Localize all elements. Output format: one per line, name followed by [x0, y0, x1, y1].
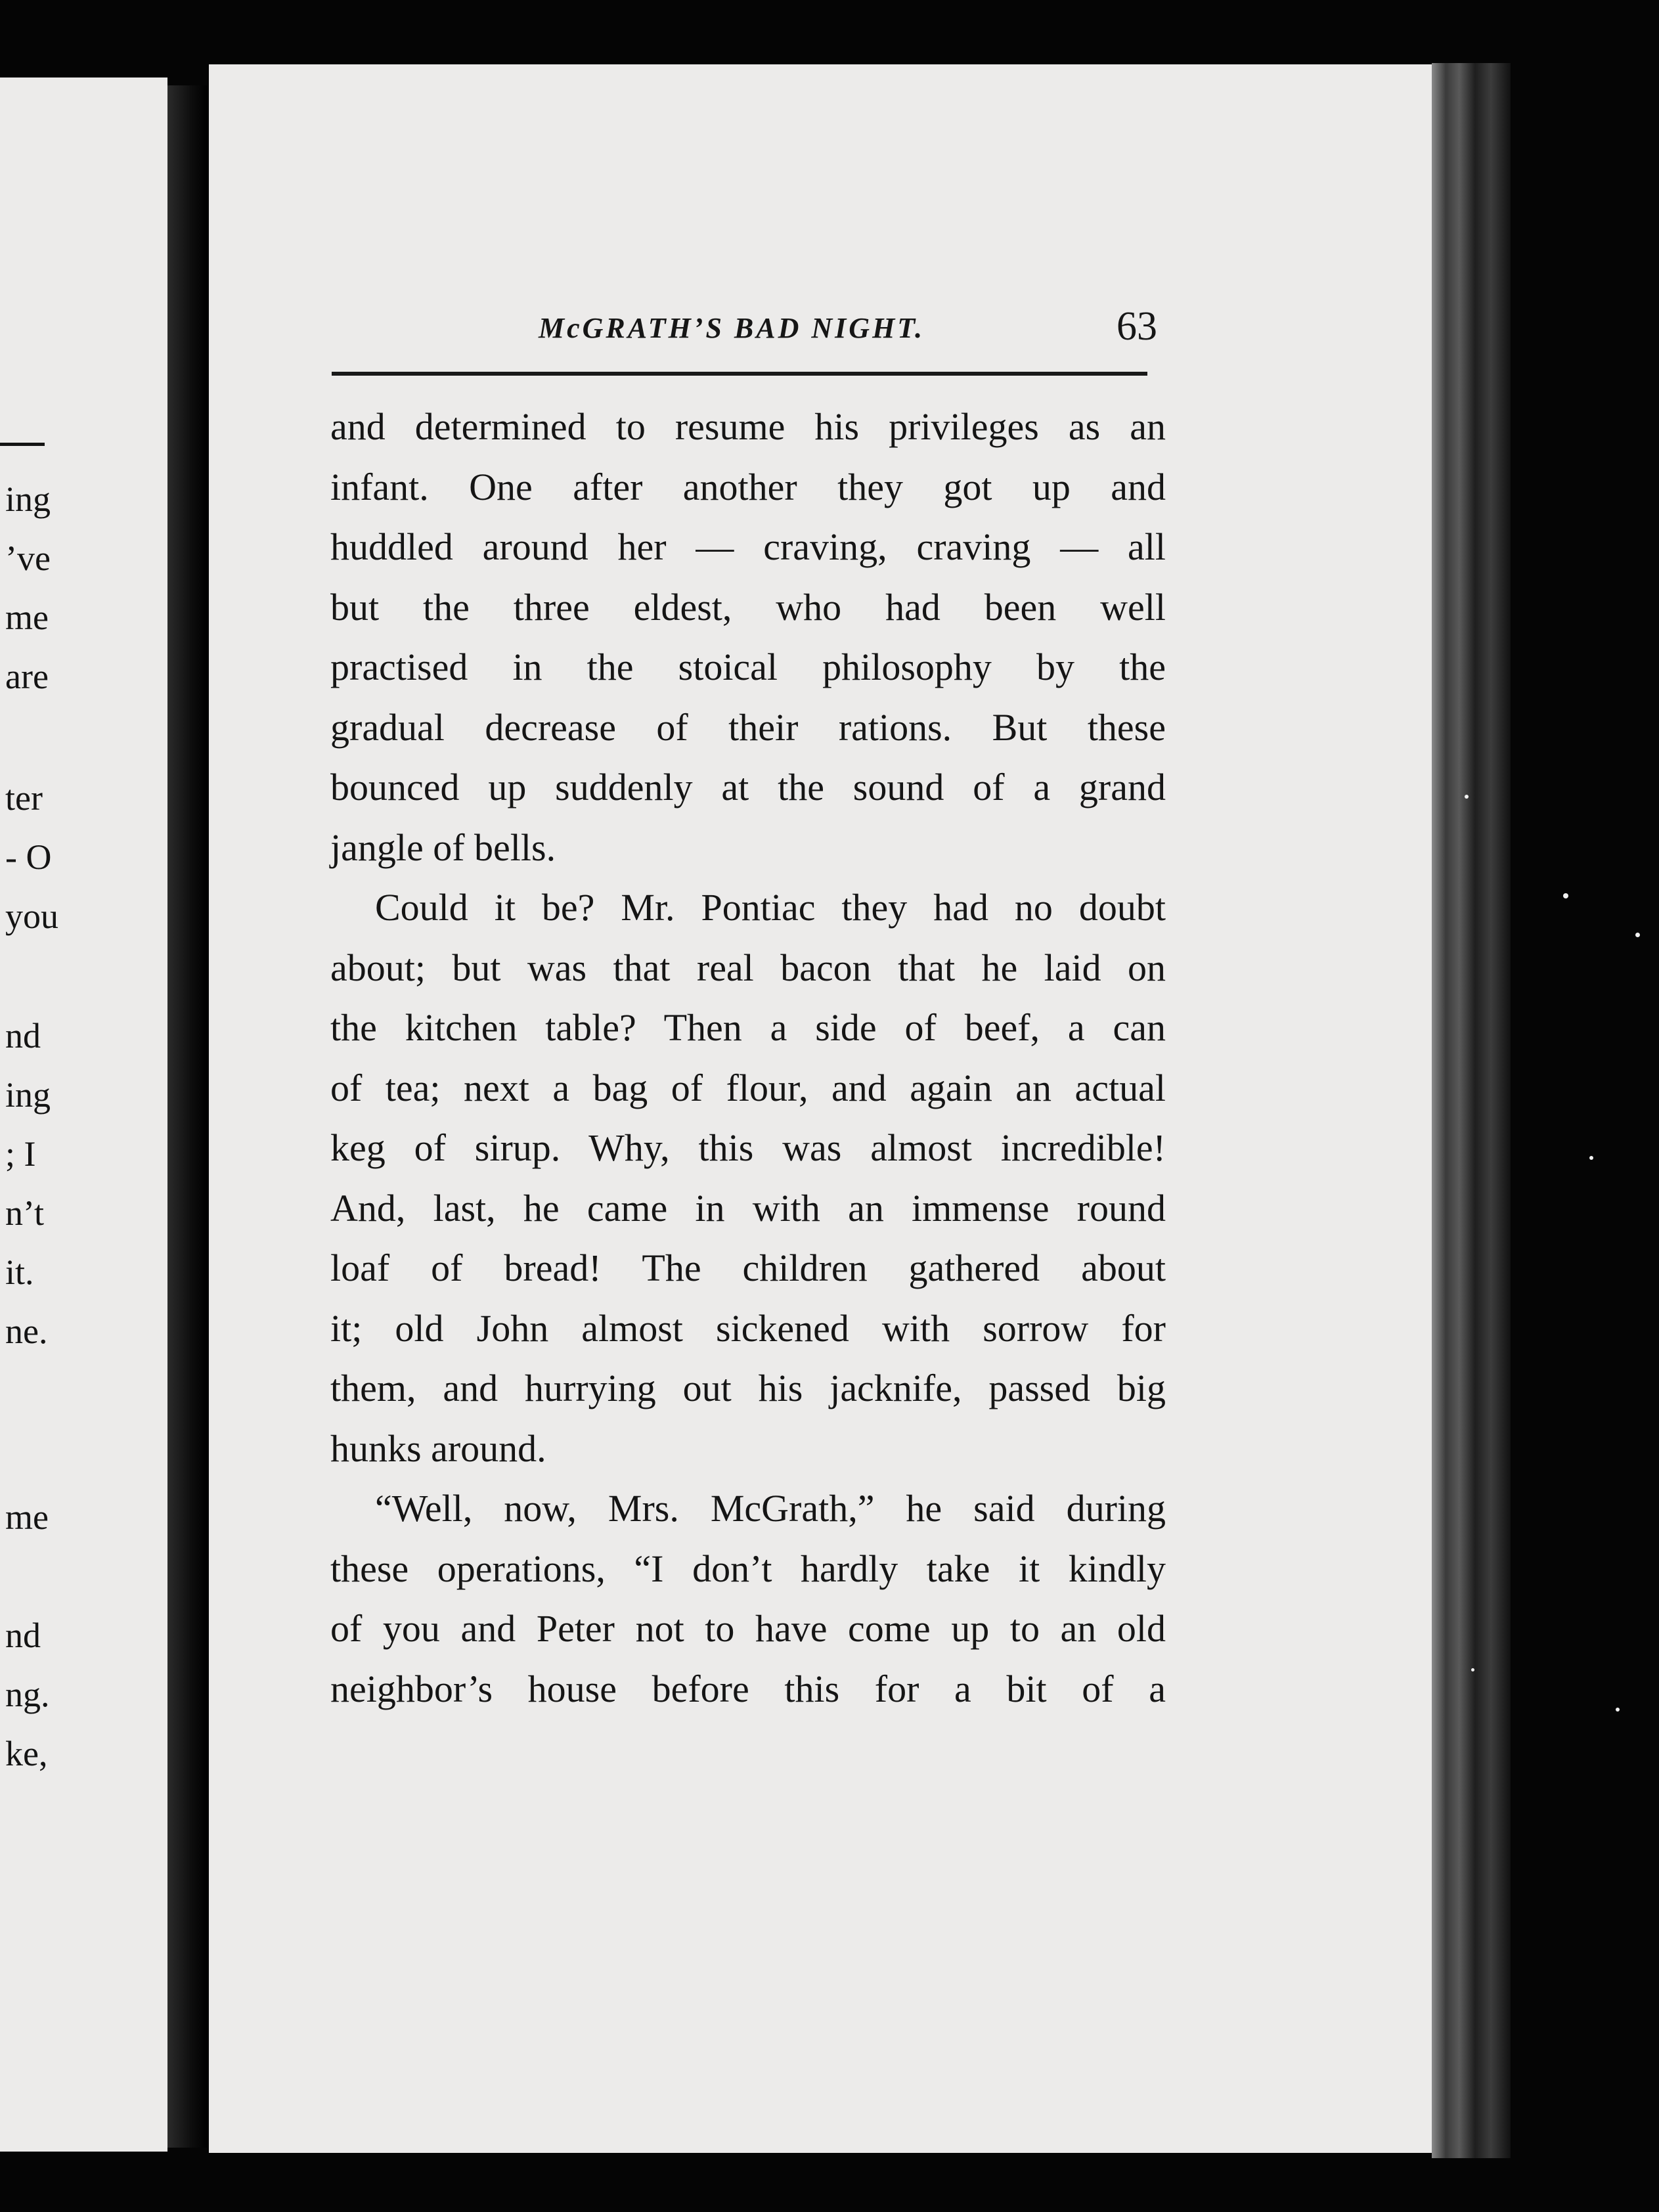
text-line: And, last, he came in with an immense round [330, 1186, 1166, 1229]
left-page-rule [0, 443, 45, 446]
text-line: but the three eldest, who had been well [330, 585, 1166, 629]
text-line: gradual decrease of their rations. But these [330, 705, 1166, 749]
left-line-fragment: ne. [5, 1312, 48, 1351]
left-line-fragment: ing [5, 1075, 51, 1115]
text-line: about; but was that real bacon that he laid on [330, 946, 1166, 989]
left-line-fragment: ng. [5, 1675, 50, 1714]
text-line: practised in the stoical philosophy by the [330, 646, 1166, 688]
left-line-fragment: ing [5, 479, 51, 519]
left-line-fragment: ’ve [5, 539, 51, 578]
text-line: loaf of bread! The children gathered about [330, 1247, 1166, 1289]
left-line-fragment: me [5, 1497, 49, 1537]
text-line: infant. One after another they got up and [330, 465, 1166, 508]
left-line-fragment: me [5, 598, 49, 637]
text-line: jangle of bells. [330, 826, 556, 869]
left-line-fragment: - O [5, 837, 52, 877]
left-line-fragment: are [5, 657, 49, 696]
page-edge-shadow [1432, 63, 1511, 2158]
left-page [0, 77, 167, 2152]
left-line-fragment: nd [5, 1616, 41, 1655]
text-line: it; old John almost sickened with sorrow for [330, 1306, 1166, 1350]
book-gutter [167, 85, 207, 2148]
text-line: of you and Peter not to have come up to an old [330, 1607, 1166, 1650]
text-line: these operations, “I don’t hardly take it kindly [330, 1547, 1166, 1590]
left-line-fragment: ; I [5, 1134, 36, 1174]
text-line: neighbor’s house before this for a bit of a [330, 1667, 1166, 1710]
text-line: bounced up suddenly at the sound of a grand [330, 766, 1166, 808]
page-number: 63 [1117, 304, 1157, 349]
left-line-fragment: it. [5, 1252, 34, 1292]
left-line-fragment: ke, [5, 1734, 48, 1773]
page-header [328, 304, 1157, 361]
left-line-fragment: you [5, 896, 58, 936]
text-line: keg of sirup. Why, this was almost incredible! [330, 1126, 1166, 1169]
text-line: Could it be? Mr. Pontiac they had no doubt [375, 886, 1166, 929]
left-line-fragment: n’t [5, 1193, 45, 1233]
text-line: the kitchen table? Then a side of beef, a can [330, 1006, 1166, 1049]
left-line-fragment: ter [5, 778, 43, 818]
text-line: “Well, now, Mrs. McGrath,” he said during [375, 1487, 1166, 1530]
text-line: huddled around her — craving, craving — all [330, 525, 1166, 568]
left-line-fragment: nd [5, 1016, 41, 1055]
text-line: of tea; next a bag of flour, and again an actual [330, 1066, 1166, 1109]
text-line: hunks around. [330, 1427, 546, 1470]
header-rule [332, 372, 1147, 376]
text-line: and determined to resume his privileges as an [330, 405, 1166, 448]
running-head: McGRATH’S BAD NIGHT. [539, 312, 925, 344]
text-line: them, and hurrying out his jacknife, passed big [330, 1367, 1166, 1409]
body-text [330, 397, 1166, 1719]
